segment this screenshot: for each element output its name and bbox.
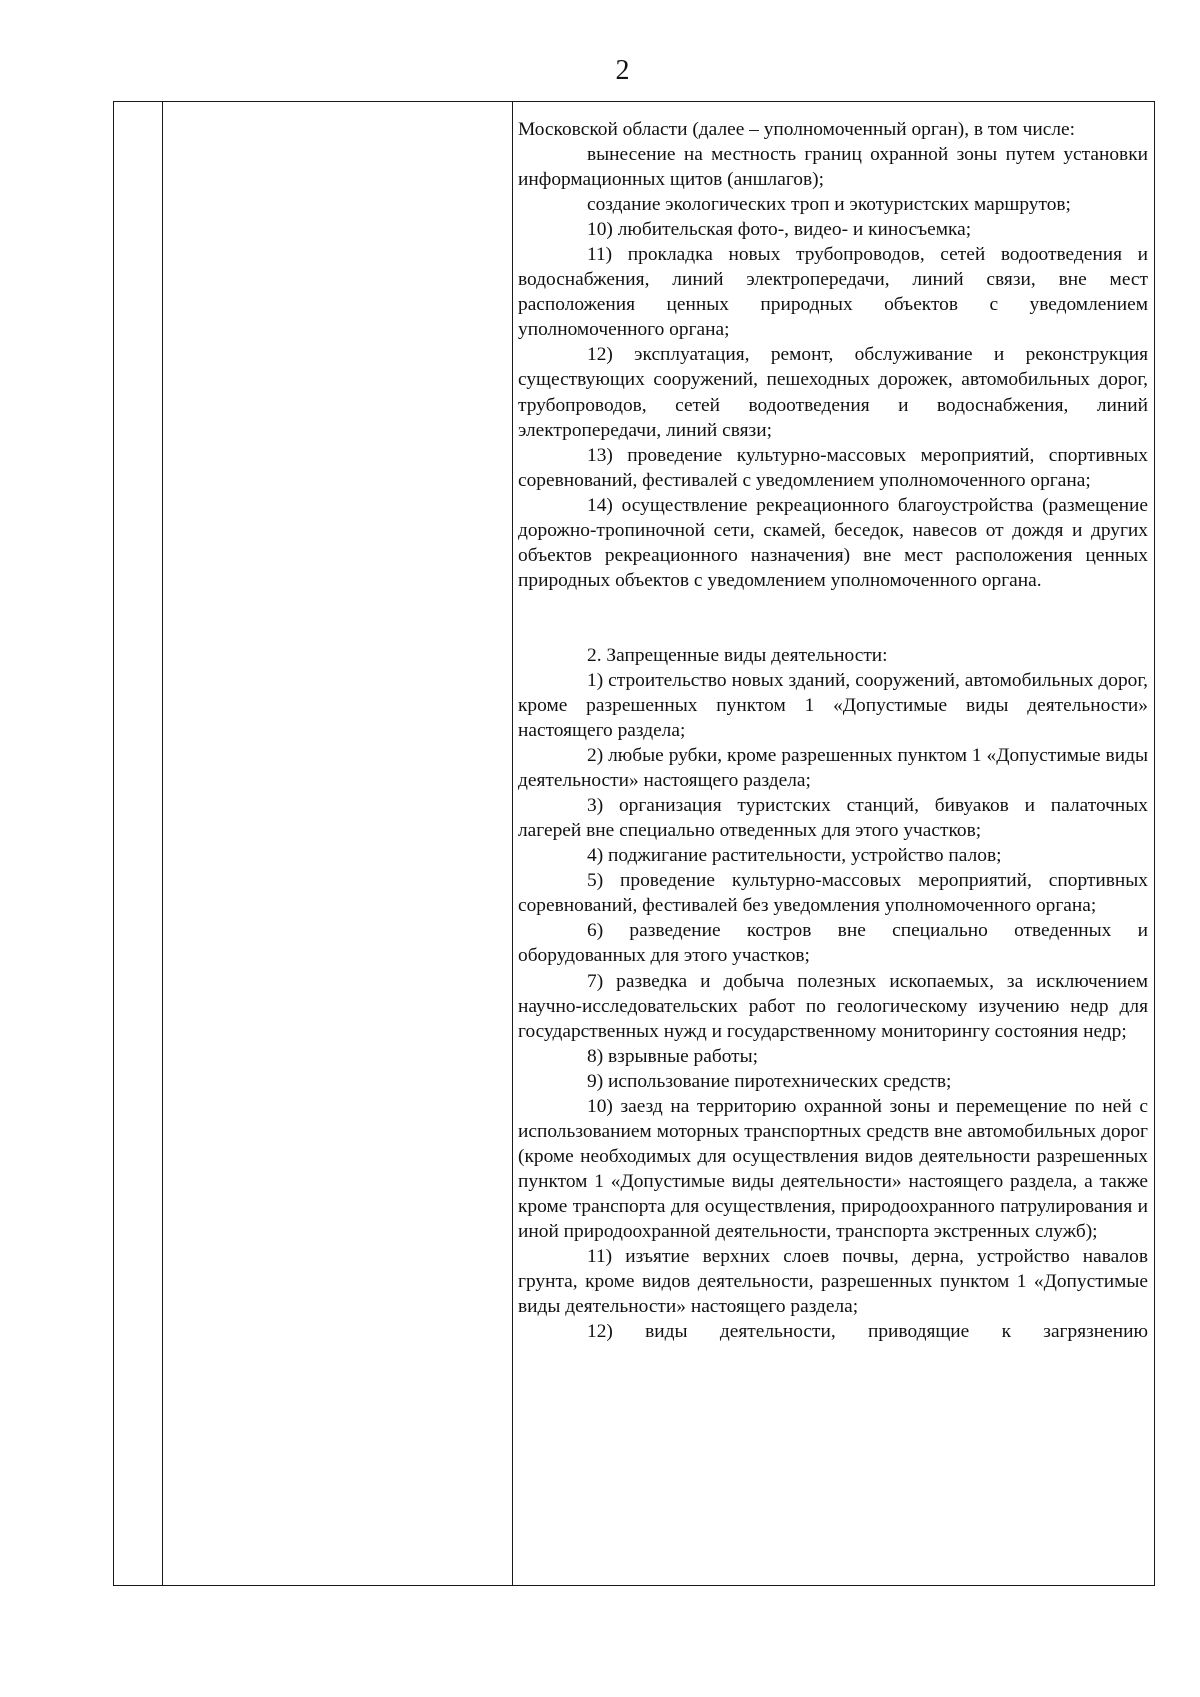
- paragraph-prohibited-3: 3) организация туристских станций, бивуаков и палаточных лагерей вне специально отведенных для этого участков;: [518, 795, 1148, 842]
- paragraph-allowed-14: 14) осуществление рекреационного благоустройства (размещение дорожно-тропиночной сети, скамей, беседок, навесов от дождя и других объектов рекреационного назначения) вне мест расположения ценных природных объектов с уведомлением уполномоченного органа.: [518, 494, 1148, 591]
- paragraph-intro: Московской области (далее – уполномоченный орган), в том числе:: [518, 119, 1075, 140]
- paragraph-prohibited-12: 12) виды деятельности, приводящие к загрязнению: [587, 1321, 1148, 1343]
- paragraph-prohibited-5: 5) проведение культурно-массовых мероприятий, спортивных соревнований, фестивалей без уведомления уполномоченного органа;: [518, 870, 1148, 917]
- table-column-divider-1: [162, 102, 163, 1585]
- paragraph-allowed-11: 11) прокладка новых трубопроводов, сетей водоотведения и водоснабжения, линий электропередачи, линий связи, вне мест расположения ценных природных объектов с уведомлением уполномоченного органа;: [518, 244, 1148, 341]
- paragraph-prohibited-2: 2) любые рубки, кроме разрешенных пунктом 1 «Допустимые виды деятельности» настоящего раздела;: [518, 745, 1148, 792]
- paragraph-allowed-13: 13) проведение культурно-массовых мероприятий, спортивных соревнований, фестивалей с уведомлением уполномоченного органа;: [518, 444, 1148, 491]
- section-gap: [518, 593, 1148, 643]
- paragraph-prohibited-8: 8) взрывные работы;: [587, 1045, 759, 1067]
- paragraph-boundary-marking: вынесение на местность границ охранной зоны путем установки информационных щитов (аншлагов);: [518, 144, 1148, 191]
- paragraph-prohibited-7: 7) разведка и добыча полезных ископаемых, за исключением научно-исследовательских работ по геологическому изучению недр для государственных нужд и государственному мониторингу состояния недр;: [518, 970, 1148, 1042]
- page-number: 2: [615, 55, 630, 86]
- paragraph-eco-trails: создание экологических троп и экотуристских маршрутов;: [587, 194, 1071, 216]
- paragraph-prohibited-11: 11) изъятие верхних слоев почвы, дерна, устройство навалов грунта, кроме видов деятельности, разрешенных пунктом 1 «Допустимые виды деятельности» настоящего раздела;: [518, 1246, 1148, 1318]
- paragraph-prohibited-9: 9) использование пиротехнических средств;: [587, 1070, 952, 1092]
- document-table: [113, 101, 1155, 1586]
- table-column-divider-2: [512, 102, 513, 1585]
- paragraph-prohibited-1: 1) строительство новых зданий, сооружений, автомобильных дорог, кроме разрешенных пунктом 1 «Допустимые виды деятельности» настоящего раздела;: [518, 669, 1148, 742]
- paragraph-prohibited-6: 6) разведение костров вне специально отведенных и оборудованных для этого участков;: [518, 920, 1148, 967]
- table-text-cell: [518, 117, 1148, 1344]
- paragraph-allowed-10: 10) любительская фото-, видео- и киносъемка;: [587, 219, 972, 241]
- paragraph-prohibited-4: 4) поджигание растительности, устройство палов;: [587, 845, 1002, 867]
- paragraph-allowed-12: 12) эксплуатация, ремонт, обслуживание и реконструкция существующих сооружений, пешеходных дорожек, автомобильных дорог, трубопроводов, сетей водоотведения и водоснабжения, линий электропередачи, линий связи;: [518, 344, 1148, 441]
- paragraph-prohibited-10: 10) заезд на территорию охранной зоны и перемещение по ней с использованием моторных транспортных средств вне автомобильных дорог (кроме необходимых для осуществления видов деятельности разрешенных пунктом 1 «Допустимые виды деятельности» настоящего раздела, а также кроме транспорта для осуществления, природоохранного патрулирования и иной природоохранной деятельности, транспорта экстренных служб);: [518, 1095, 1148, 1242]
- section-heading-prohibited: 2. Запрещенные виды деятельности:: [587, 644, 888, 666]
